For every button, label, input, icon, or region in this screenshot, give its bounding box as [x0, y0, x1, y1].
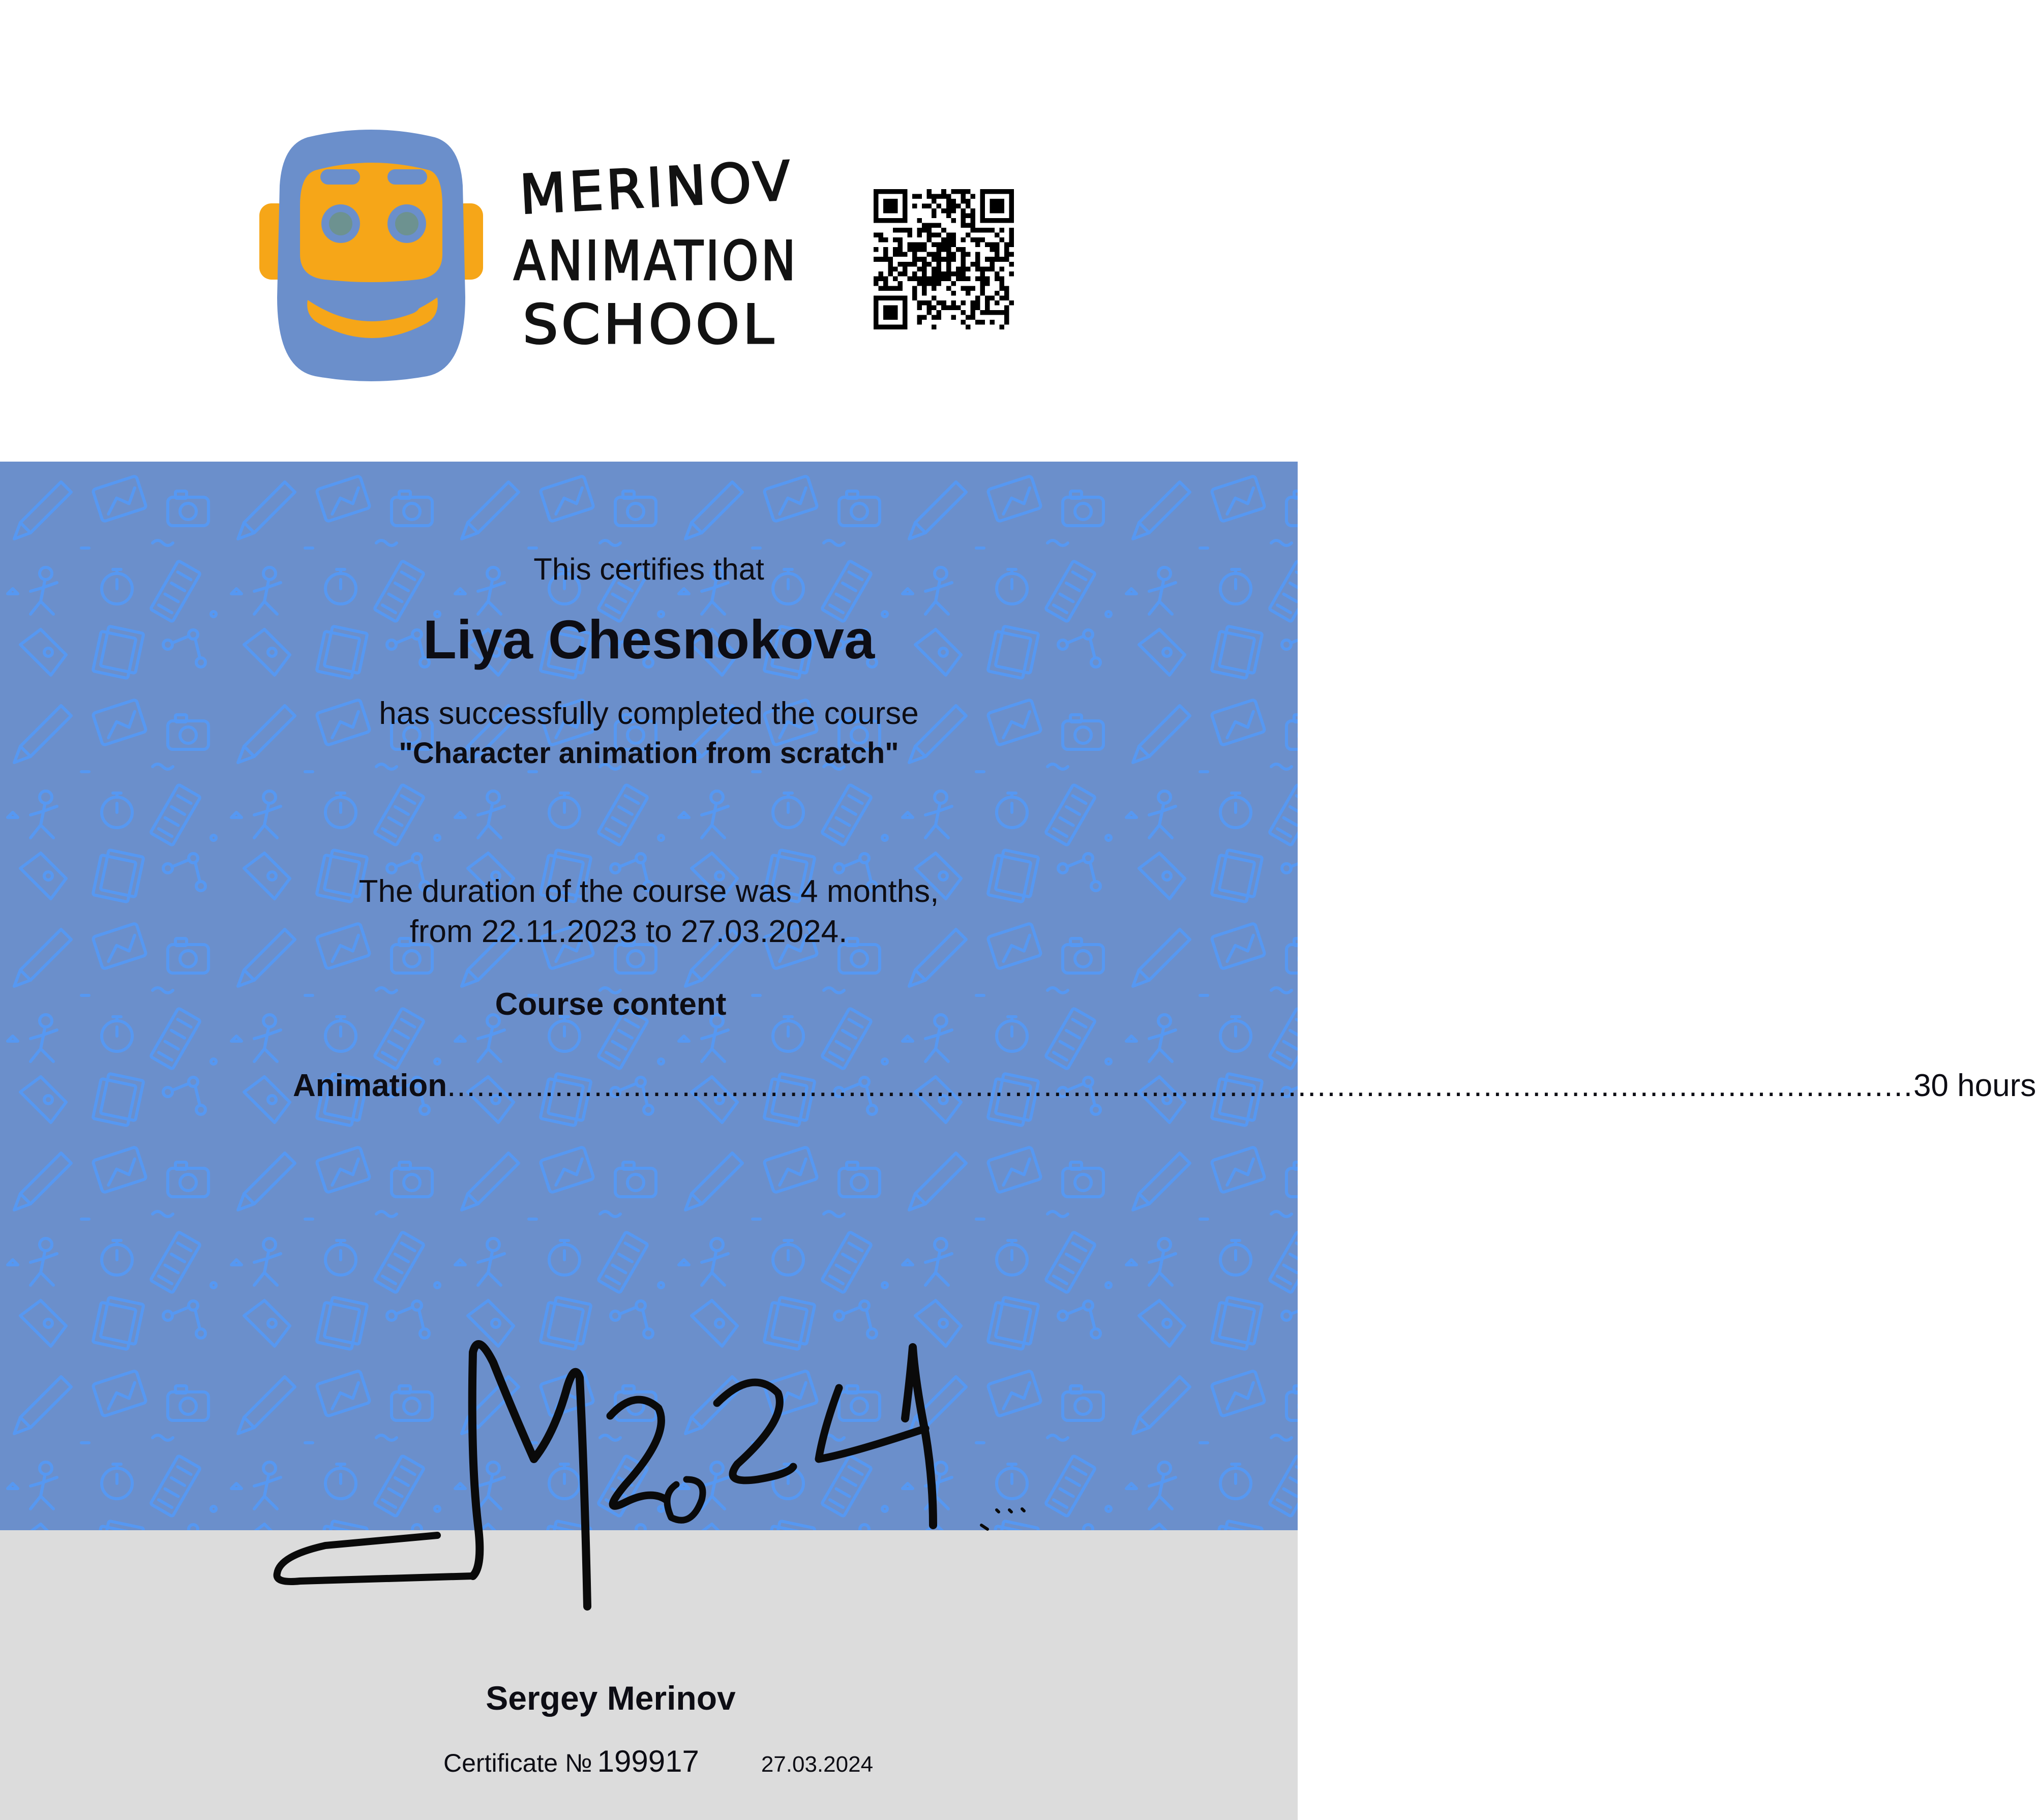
certificate-meta [443, 1744, 873, 1784]
wordmark-line-3: SCHOOL [523, 293, 777, 356]
school-wordmark [514, 149, 819, 356]
certificate-header [0, 0, 1298, 462]
qr-code-icon [874, 189, 1014, 329]
certificate-number-label: Certificate № [443, 1749, 592, 1777]
dot-leader: ...................................................................................................................................................... [447, 1068, 1913, 1103]
wordmark-line-1: MERINOV [518, 149, 795, 226]
issue-date: 27.03.2024 [761, 1752, 874, 1777]
course-duration: The duration of the course was 4 months, [358, 874, 939, 909]
completion-statement: has successfully completed the course [379, 696, 919, 731]
signer-name: Sergey Merinov [486, 1679, 736, 1717]
handwritten-signature [270, 1332, 1063, 1617]
course-content-heading: Course content [495, 987, 727, 1022]
certifies-intro: This certifies that [533, 552, 764, 586]
recipient-name: Liya Chesnokova [423, 609, 875, 670]
certificate-number: 199917 [597, 1744, 699, 1778]
content-hours: 30 hours [1913, 1068, 2036, 1103]
wordmark-line-2: ANIMATION [514, 230, 798, 292]
course-title: "Character animation from scratch" [399, 737, 899, 770]
robot-face-logo-icon [259, 130, 483, 384]
course-content-row [293, 1068, 2036, 1108]
course-dates: from 22.11.2023 to 27.03.2024. [409, 914, 848, 949]
content-subject: Animation [293, 1068, 447, 1103]
